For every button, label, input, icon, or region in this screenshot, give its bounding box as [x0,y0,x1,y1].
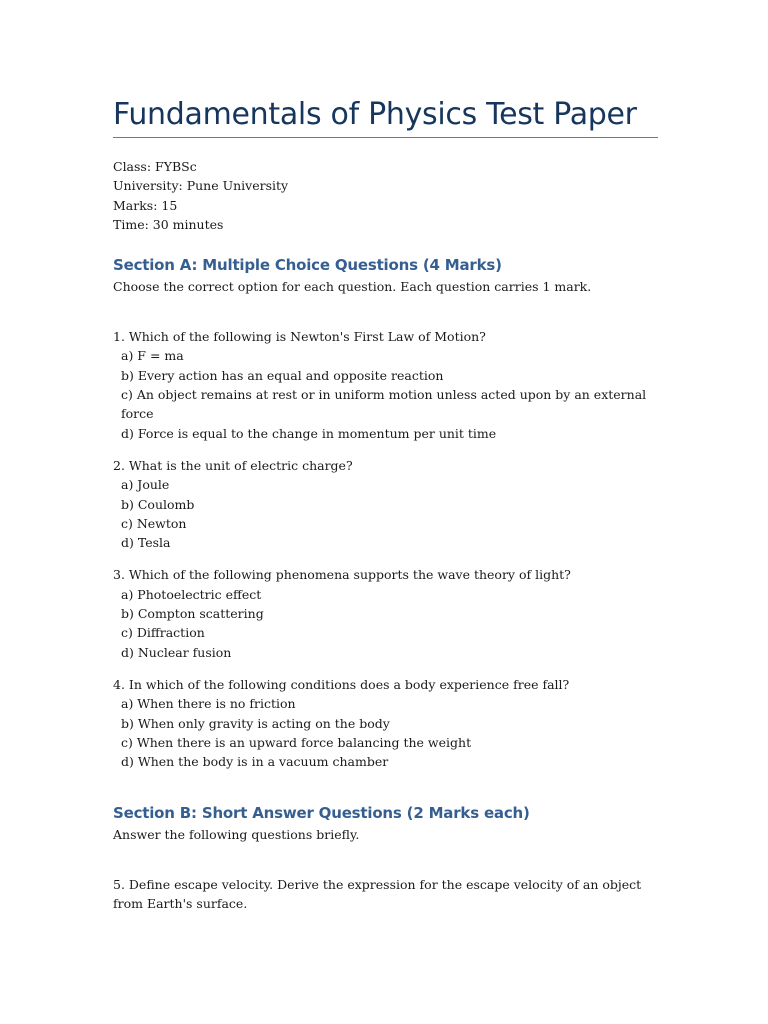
option: b) Every action has an equal and opposite reaction [121,367,444,383]
section-a [113,255,658,771]
document-body [113,96,658,913]
option: a) Joule [121,477,170,493]
option: d) Tesla [121,535,171,551]
option: d) When the body is in a vacuum chamber [121,754,389,770]
section-a-intro: Choose the correct option for each question. Each question carries 1 mark. [113,279,592,295]
option: c) Newton [121,515,187,531]
meta-class: Class: FYBSc [113,159,197,174]
section-b-intro: Answer the following questions briefly. [113,827,360,843]
question-1 [113,327,658,443]
option: c) Diffraction [121,625,205,641]
question-text: 1. Which of the following is Newton's First Law of Motion? [113,329,486,345]
question-2 [113,456,658,552]
question-text: 2. What is the unit of electric charge? [113,457,353,473]
exam-meta [113,157,658,234]
question-5: 5. Define escape velocity. Derive the expression for the escape velocity of an object from Earth's surface. [113,877,642,912]
option: b) Compton scattering [121,606,264,622]
option: a) When there is no friction [121,696,296,712]
meta-university: University: Pune University [113,178,289,194]
question-text: 3. Which of the following phenomena supports the wave theory of light? [113,567,571,583]
question-text: 4. In which of the following conditions does a body experience free fall? [113,676,570,692]
option: c) When there is an upward force balancing the weight [121,734,472,750]
option: b) When only gravity is acting on the body [121,715,390,731]
page-title: Fundamentals of Physics Test Paper [113,96,658,138]
option: a) F = ma [121,348,184,364]
section-a-heading: Section A: Multiple Choice Questions (4 Marks) [113,256,502,275]
section-b [113,803,658,913]
option: c) An object remains at rest or in uniform motion unless acted upon by an external force [121,387,647,422]
meta-marks: Marks: 15 [113,197,178,213]
option: b) Coulomb [121,496,195,512]
option: a) Photoelectric effect [121,586,262,602]
section-b-heading: Section B: Short Answer Questions (2 Marks each) [113,804,530,823]
question-4 [113,675,658,771]
option: d) Force is equal to the change in momentum per unit time [121,425,497,441]
option: d) Nuclear fusion [121,644,232,660]
meta-time: Time: 30 minutes [113,216,224,232]
question-3 [113,565,658,661]
